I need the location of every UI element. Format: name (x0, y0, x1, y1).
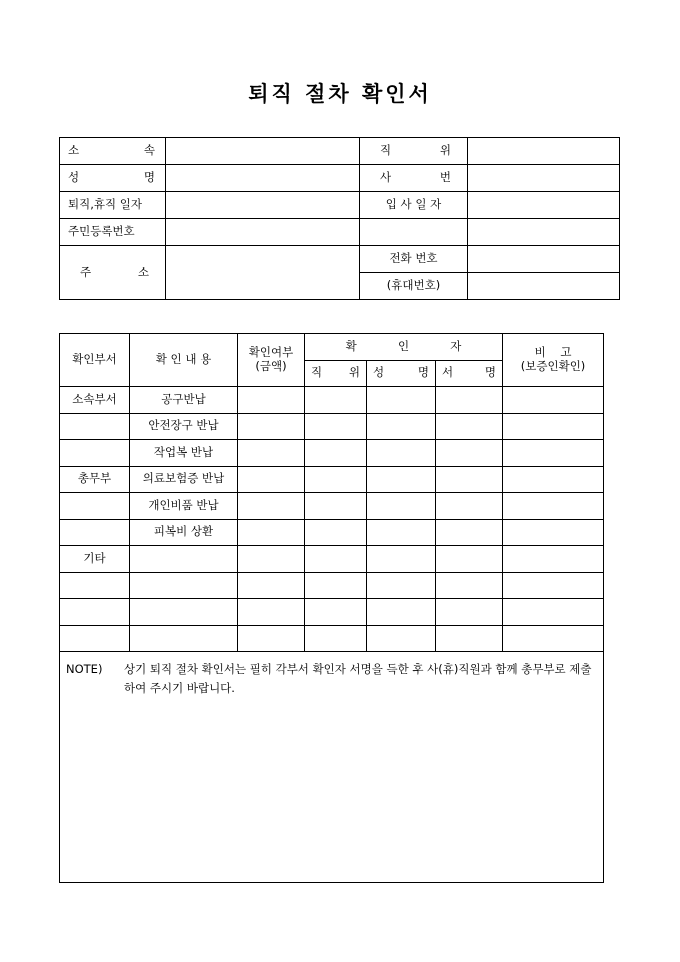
phone-label: 전화 번호 (360, 246, 468, 273)
row-dept (60, 519, 130, 546)
row-dept (60, 440, 130, 467)
row-dept (60, 625, 130, 652)
note-box (60, 652, 604, 883)
row-signature-field[interactable] (436, 519, 503, 546)
row-signature-field[interactable] (436, 493, 503, 520)
mobile-field[interactable] (468, 273, 620, 300)
row-remark-field[interactable] (503, 466, 604, 493)
table-row (60, 625, 604, 652)
blank-label (360, 219, 468, 246)
leave-date-field[interactable] (166, 192, 360, 219)
row-confirm-field[interactable] (238, 413, 305, 440)
position-label: 직 위 (360, 138, 468, 165)
row-name-field[interactable] (367, 466, 436, 493)
header-signature: 서 명 (436, 360, 503, 387)
row-position-field[interactable] (305, 413, 367, 440)
row-confirm-field[interactable] (238, 466, 305, 493)
row-signature-field[interactable] (436, 387, 503, 414)
row-dept (60, 413, 130, 440)
table-row (60, 440, 604, 467)
note-text: 상기 퇴직 절차 확인서는 필히 각부서 확인자 서명을 득한 후 사(휴)직원과 함께 총무부로 제출하여 주시기 바랍니다. (124, 662, 592, 695)
row-content: 의료보험증 반납 (130, 466, 238, 493)
row-position-field[interactable] (305, 493, 367, 520)
row-signature-field[interactable] (436, 572, 503, 599)
row-dept: 총무부 (60, 466, 130, 493)
join-date-field[interactable] (468, 192, 620, 219)
row-dept (60, 599, 130, 626)
header-remark: 비 고 (보증인확인) (503, 334, 604, 387)
row-confirm-field[interactable] (238, 625, 305, 652)
header-confirmer: 확 인 자 (305, 334, 503, 361)
row-remark-field[interactable] (503, 493, 604, 520)
row-content (130, 599, 238, 626)
row-position-field[interactable] (305, 387, 367, 414)
name-label: 성 명 (60, 165, 166, 192)
row-confirm-field[interactable] (238, 572, 305, 599)
table-row (60, 493, 604, 520)
phone-field[interactable] (468, 246, 620, 273)
row-content (130, 625, 238, 652)
table-row (60, 466, 604, 493)
row-position-field[interactable] (305, 440, 367, 467)
row-content: 피복비 상환 (130, 519, 238, 546)
row-signature-field[interactable] (436, 546, 503, 573)
header-dept: 확인부서 (60, 334, 130, 387)
header-confirm-yn: 확인여부 (금액) (238, 334, 305, 387)
resident-no-field[interactable] (166, 219, 360, 246)
row-remark-field[interactable] (503, 625, 604, 652)
row-name-field[interactable] (367, 546, 436, 573)
address-field[interactable] (166, 246, 360, 300)
row-position-field[interactable] (305, 599, 367, 626)
row-content: 작업복 반납 (130, 440, 238, 467)
row-position-field[interactable] (305, 519, 367, 546)
row-name-field[interactable] (367, 440, 436, 467)
row-signature-field[interactable] (436, 440, 503, 467)
row-remark-field[interactable] (503, 572, 604, 599)
row-signature-field[interactable] (436, 413, 503, 440)
row-confirm-field[interactable] (238, 440, 305, 467)
row-confirm-field[interactable] (238, 546, 305, 573)
row-position-field[interactable] (305, 466, 367, 493)
table-row (60, 572, 604, 599)
table-row (60, 546, 604, 573)
affiliation-label: 소 속 (60, 138, 166, 165)
mobile-label: (휴대번호) (360, 273, 468, 300)
row-confirm-field[interactable] (238, 599, 305, 626)
header-name: 성 명 (367, 360, 436, 387)
table-row (60, 599, 604, 626)
row-confirm-field[interactable] (238, 493, 305, 520)
row-signature-field[interactable] (436, 625, 503, 652)
employee-no-field[interactable] (468, 165, 620, 192)
affiliation-field[interactable] (166, 138, 360, 165)
note-label: NOTE) (66, 662, 103, 676)
header-content: 확 인 내 용 (130, 334, 238, 387)
row-content: 개인비품 반납 (130, 493, 238, 520)
blank-field[interactable] (468, 219, 620, 246)
row-name-field[interactable] (367, 572, 436, 599)
row-content (130, 572, 238, 599)
name-field[interactable] (166, 165, 360, 192)
row-dept: 소속부서 (60, 387, 130, 414)
row-signature-field[interactable] (436, 466, 503, 493)
employee-no-label: 사 번 (360, 165, 468, 192)
row-remark-field[interactable] (503, 387, 604, 414)
address-label: 주 소 (60, 246, 166, 300)
row-name-field[interactable] (367, 387, 436, 414)
join-date-label: 입 사 일 자 (360, 192, 468, 219)
row-name-field[interactable] (367, 625, 436, 652)
row-content: 공구반납 (130, 387, 238, 414)
row-name-field[interactable] (367, 519, 436, 546)
row-remark-field[interactable] (503, 413, 604, 440)
row-dept (60, 572, 130, 599)
row-remark-field[interactable] (503, 546, 604, 573)
row-content (130, 546, 238, 573)
row-remark-field[interactable] (503, 519, 604, 546)
row-dept (60, 493, 130, 520)
resident-no-label: 주민등록번호 (60, 219, 166, 246)
row-confirm-field[interactable] (238, 519, 305, 546)
employee-info-table (59, 137, 620, 300)
row-remark-field[interactable] (503, 599, 604, 626)
table-row (60, 519, 604, 546)
position-field[interactable] (468, 138, 620, 165)
header-position: 직 위 (305, 360, 367, 387)
row-name-field[interactable] (367, 493, 436, 520)
row-confirm-field[interactable] (238, 387, 305, 414)
row-signature-field[interactable] (436, 599, 503, 626)
row-content: 안전장구 반납 (130, 413, 238, 440)
row-position-field[interactable] (305, 572, 367, 599)
table-row (60, 413, 604, 440)
row-remark-field[interactable] (503, 440, 604, 467)
confirmation-table (59, 333, 604, 883)
row-dept: 기타 (60, 546, 130, 573)
table-row (60, 387, 604, 414)
row-position-field[interactable] (305, 625, 367, 652)
leave-date-label: 퇴직,휴직 일자 (60, 192, 166, 219)
row-position-field[interactable] (305, 546, 367, 573)
row-name-field[interactable] (367, 413, 436, 440)
document-title: 퇴직 절차 확인서 (248, 81, 432, 106)
row-name-field[interactable] (367, 599, 436, 626)
